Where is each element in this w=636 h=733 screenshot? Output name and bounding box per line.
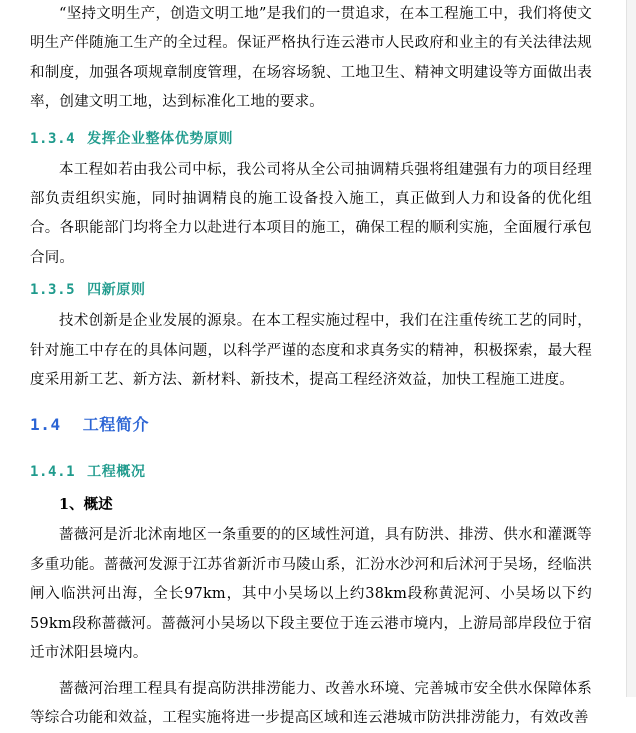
heading-1-4 xyxy=(30,395,592,455)
paragraph-river-governance: 蔷薇河治理工程具有提高防洪排涝能力、改善水环境、完善城市安全供水保障体系等综合功能和效益，工程实施将进一步提高区域和连云港城市防洪排涝能力，有效改善 xyxy=(30,675,592,733)
heading-title: 发挥企业整体优势原则 xyxy=(87,131,233,147)
paragraph-four-new-principles: 技术创新是企业发展的源泉。在本工程实施过程中，我们在注重传统工艺的同时，针对施工中存在的具体问题，以科学严谨的态度和求真务实的精神，积极探索，最大程度采用新工艺、新方法、新材料、新技术，提高工程经济效益，加快工程施工进度。 xyxy=(30,307,592,395)
heading-1-3-5 xyxy=(30,273,592,307)
heading-number: 1.3.5 xyxy=(30,282,75,298)
heading-number: 1.4.1 xyxy=(30,464,75,480)
heading-title: 工程简介 xyxy=(83,415,149,434)
heading-number: 1.4 xyxy=(30,415,61,434)
paragraph-overall-advantage: 本工程如若由我公司中标，我公司将从全公司抽调精兵强将组建强有力的项目经理部负责组织实施，同时抽调精良的施工设备投入施工，真正做到人力和设备的优化组合。各职能部门均将全力以赴进行本项目的施工，确保工程的顺利实施，全面履行承包合同。 xyxy=(30,156,592,274)
paragraph-civilized-construction: “坚持文明生产，创造文明工地”是我们的一贯追求，在本工程施工中，我们将使文明生产伴随施工生产的全过程。保证严格执行连云港市人民政府和业主的有关法律法规和制度，加强各项规章制度管理，在场容场貌、工地卫生、精神文明建设等方面做出表率，创建文明工地，达到标准化工地的要求。 xyxy=(30,0,592,118)
paragraph-river-overview: 蔷薇河是沂北沭南地区一条重要的的区域性河道，具有防洪、排涝、供水和灌溉等多重功能。蔷薇河发源于江苏省新沂市马陵山系，汇汾水沙河和后沭河于吴场，经临洪闸入临洪河出海，全长97km，其中小吴场以上约38km段称黄泥河、小吴场以下约59km段称蔷薇河。蔷薇河小吴场以下段主要位于连云港市境内，上游局部岸段位于宿迁市沭阳县境内。 xyxy=(30,521,592,668)
heading-number: 1.3.4 xyxy=(30,131,75,147)
heading-title: 四新原则 xyxy=(87,282,145,298)
subheading-overview: 1、概述 xyxy=(30,489,592,521)
heading-1-3-4 xyxy=(30,122,592,156)
page-edge xyxy=(626,0,636,697)
heading-title: 工程概况 xyxy=(87,464,145,480)
document-page xyxy=(30,0,592,733)
heading-1-4-1 xyxy=(30,455,592,489)
